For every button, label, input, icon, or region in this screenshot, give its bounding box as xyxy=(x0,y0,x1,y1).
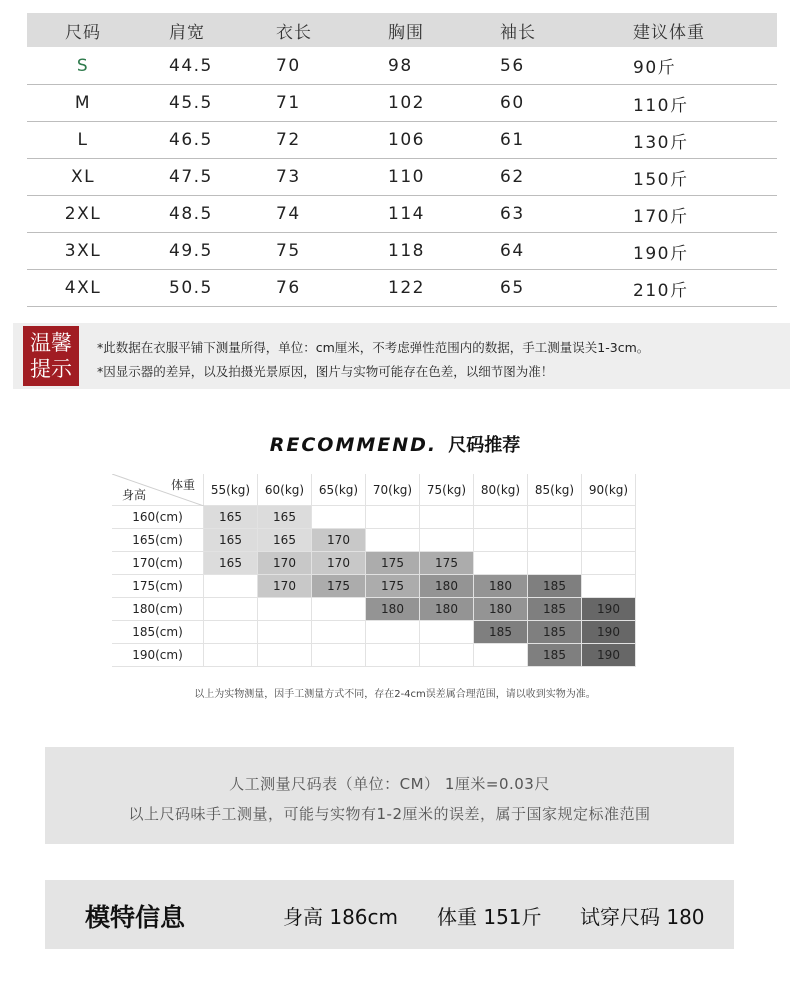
empty-cell xyxy=(312,506,366,529)
model-try-size: 试穿尺码 180 xyxy=(580,905,705,929)
table-row xyxy=(27,47,777,85)
shoulder-cell: 49.5 xyxy=(169,241,213,261)
corner-weight-label: 体重 xyxy=(170,478,195,492)
notice-text-2: *因显示器的差异，以及拍摄光景原因，图片与实物可能存在色差，以细节图为准！ xyxy=(97,364,554,379)
size-recommendation-cell: 165 xyxy=(204,529,258,552)
size-recommendation-cell: 180 xyxy=(366,598,420,621)
shoulder-cell: 44.5 xyxy=(169,55,213,76)
header-sleeve: 袖长 xyxy=(500,22,536,43)
weight-cell: 110斤 xyxy=(633,95,689,116)
height-header-cell: 180(cm) xyxy=(112,598,204,621)
empty-cell xyxy=(528,552,582,575)
table-row xyxy=(27,159,777,196)
size-recommendation-cell: 190 xyxy=(582,621,636,644)
size-recommendation-cell: 170 xyxy=(258,575,312,598)
header-weight: 建议体重 xyxy=(633,22,705,43)
empty-cell xyxy=(474,644,528,667)
height-header-cell: 185(cm) xyxy=(112,621,204,644)
size-cell: M xyxy=(74,93,92,113)
notice-badge xyxy=(23,326,79,386)
empty-cell xyxy=(312,621,366,644)
weight-cell: 210斤 xyxy=(633,280,689,301)
shoulder-cell: 50.5 xyxy=(169,278,213,298)
size-recommendation-cell: 190 xyxy=(582,644,636,667)
size-recommendation-cell: 190 xyxy=(582,598,636,621)
weight-cell: 130斤 xyxy=(633,132,689,153)
recommend-title-en: RECOMMEND. xyxy=(269,434,438,456)
chest-cell: 122 xyxy=(388,278,425,298)
size-recommendation-cell: 170 xyxy=(312,552,366,575)
shoulder-cell: 46.5 xyxy=(169,130,213,150)
empty-cell xyxy=(204,621,258,644)
header-shoulder: 肩宽 xyxy=(169,22,205,43)
weight-header-cell: 65(kg) xyxy=(312,474,366,506)
size-cell: L xyxy=(77,130,89,150)
empty-cell xyxy=(258,621,312,644)
manual-line-1: 人工测量尺码表（单位：CM） 1厘米=0.03尺 xyxy=(229,775,550,793)
sleeve-cell: 65 xyxy=(500,278,525,298)
length-cell: 73 xyxy=(276,167,301,187)
weight-header-cell: 90(kg) xyxy=(582,474,636,506)
shoulder-cell: 48.5 xyxy=(169,204,213,224)
empty-cell xyxy=(420,621,474,644)
weight-header-cell: 60(kg) xyxy=(258,474,312,506)
grid-corner xyxy=(112,474,204,506)
empty-cell xyxy=(582,529,636,552)
table-row xyxy=(27,85,777,122)
empty-cell xyxy=(366,506,420,529)
model-info-label: 模特信息 xyxy=(85,903,186,932)
size-recommendation-cell: 170 xyxy=(312,529,366,552)
size-recommendation-cell: 175 xyxy=(366,575,420,598)
size-cell: 3XL xyxy=(64,241,102,261)
size-recommendation-cell: 185 xyxy=(528,621,582,644)
size-table xyxy=(27,13,777,307)
sleeve-cell: 56 xyxy=(500,55,525,76)
notice-badge-line1: 温馨 xyxy=(30,331,72,355)
header-chest: 胸围 xyxy=(388,22,424,43)
empty-cell xyxy=(204,644,258,667)
header-size: 尺码 xyxy=(65,22,101,43)
model-weight: 体重 151斤 xyxy=(437,905,542,929)
notice-badge-line2: 提示 xyxy=(30,357,72,381)
empty-cell xyxy=(366,529,420,552)
empty-cell xyxy=(582,575,636,598)
size-recommendation-cell: 165 xyxy=(204,552,258,575)
chest-cell: 102 xyxy=(388,93,425,113)
sleeve-cell: 61 xyxy=(500,130,525,150)
size-recommendation-cell: 185 xyxy=(528,644,582,667)
notice-banner xyxy=(13,323,790,389)
manual-measure-box xyxy=(45,747,734,844)
length-cell: 70 xyxy=(276,55,301,76)
length-cell: 75 xyxy=(276,241,301,261)
length-cell: 71 xyxy=(276,93,301,113)
size-recommendation-cell: 165 xyxy=(258,506,312,529)
empty-cell xyxy=(582,552,636,575)
empty-cell xyxy=(204,598,258,621)
empty-cell xyxy=(474,552,528,575)
empty-cell xyxy=(528,506,582,529)
chest-cell: 118 xyxy=(388,241,425,261)
weight-header-cell: 80(kg) xyxy=(474,474,528,506)
sleeve-cell: 63 xyxy=(500,204,525,224)
size-cell: S xyxy=(76,55,90,76)
empty-cell xyxy=(258,598,312,621)
weight-cell: 170斤 xyxy=(633,206,689,227)
weight-header-cell: 85(kg) xyxy=(528,474,582,506)
empty-cell xyxy=(528,529,582,552)
shoulder-cell: 47.5 xyxy=(169,167,213,187)
size-recommendation-cell: 175 xyxy=(312,575,366,598)
size-recommendation-cell: 165 xyxy=(204,506,258,529)
table-row xyxy=(27,270,777,307)
recommend-title xyxy=(0,431,790,457)
size-recommendation-cell: 170 xyxy=(258,552,312,575)
empty-cell xyxy=(420,644,474,667)
chest-cell: 98 xyxy=(388,55,413,76)
chest-cell: 110 xyxy=(388,167,425,187)
size-recommendation-cell: 175 xyxy=(420,552,474,575)
chest-cell: 106 xyxy=(388,130,425,150)
length-cell: 72 xyxy=(276,130,301,150)
shoulder-cell: 45.5 xyxy=(169,93,213,113)
empty-cell xyxy=(312,644,366,667)
recommend-grid xyxy=(112,474,637,668)
size-recommendation-cell: 180 xyxy=(420,575,474,598)
size-recommendation-cell: 180 xyxy=(474,598,528,621)
recommend-note: 以上为实物测量，因手工测量方式不同，存在2-4cm误差属合理范围，请以收到实物为准。 xyxy=(194,689,596,700)
table-row xyxy=(27,233,777,270)
height-header-cell: 175(cm) xyxy=(112,575,204,598)
size-recommendation-cell: 185 xyxy=(474,621,528,644)
empty-cell xyxy=(258,644,312,667)
weight-header-cell: 55(kg) xyxy=(204,474,258,506)
empty-cell xyxy=(312,598,366,621)
recommend-title-zh: 尺码推荐 xyxy=(448,435,521,456)
size-recommendation-cell: 175 xyxy=(366,552,420,575)
size-recommendation-cell: 185 xyxy=(528,598,582,621)
size-cell: XL xyxy=(70,167,96,187)
size-recommendation-cell: 180 xyxy=(420,598,474,621)
length-cell: 74 xyxy=(276,204,301,224)
empty-cell xyxy=(204,575,258,598)
empty-cell xyxy=(366,644,420,667)
manual-line-2: 以上尺码味手工测量，可能与实物有1-2厘米的误差，属于国家规定标准范围 xyxy=(128,805,651,823)
weight-header-cell: 75(kg) xyxy=(420,474,474,506)
empty-cell xyxy=(474,506,528,529)
empty-cell xyxy=(582,506,636,529)
weight-cell: 150斤 xyxy=(633,169,689,190)
weight-header-cell: 70(kg) xyxy=(366,474,420,506)
size-table-header xyxy=(27,13,777,47)
size-cell: 2XL xyxy=(64,204,102,224)
empty-cell xyxy=(366,621,420,644)
height-header-cell: 170(cm) xyxy=(112,552,204,575)
table-row xyxy=(27,122,777,159)
weight-cell: 190斤 xyxy=(633,243,689,264)
size-recommendation-cell: 185 xyxy=(528,575,582,598)
sleeve-cell: 60 xyxy=(500,93,525,113)
sleeve-cell: 62 xyxy=(500,167,525,187)
empty-cell xyxy=(420,506,474,529)
table-row xyxy=(27,196,777,233)
chest-cell: 114 xyxy=(388,204,425,224)
header-length: 衣长 xyxy=(276,22,312,43)
length-cell: 76 xyxy=(276,278,301,298)
height-header-cell: 160(cm) xyxy=(112,506,204,529)
height-header-cell: 165(cm) xyxy=(112,529,204,552)
height-header-cell: 190(cm) xyxy=(112,644,204,667)
weight-cell: 90斤 xyxy=(633,58,677,78)
model-height: 身高 186cm xyxy=(283,905,399,929)
empty-cell xyxy=(474,529,528,552)
corner-height-label: 身高 xyxy=(122,488,147,502)
size-recommendation-cell: 180 xyxy=(474,575,528,598)
notice-text-1: *此数据在衣服平铺下测量所得，单位：cm厘米，不考虑弹性范围内的数据，手工测量误关1-3cm。 xyxy=(97,340,650,355)
empty-cell xyxy=(420,529,474,552)
sleeve-cell: 64 xyxy=(500,241,525,261)
size-cell: 4XL xyxy=(64,278,102,298)
size-recommendation-cell: 165 xyxy=(258,529,312,552)
model-info-box xyxy=(45,880,734,949)
